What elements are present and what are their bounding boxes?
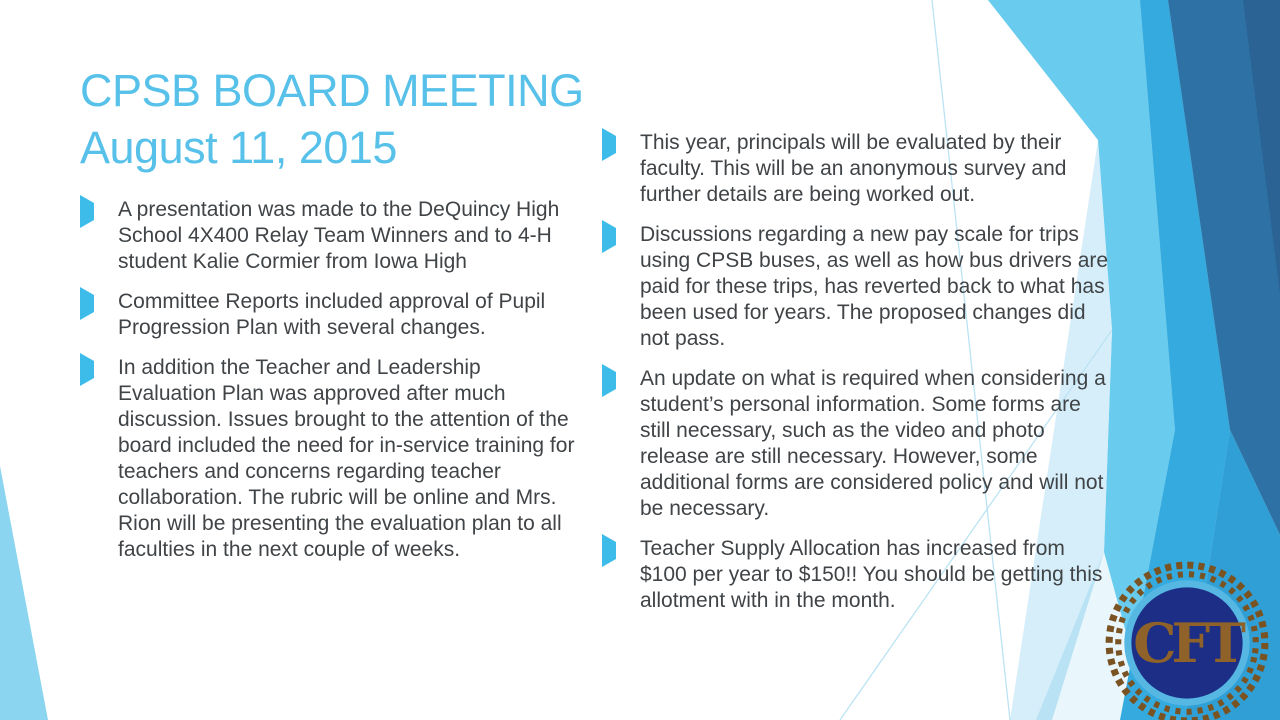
title-line-1: CPSB BOARD MEETING (80, 65, 584, 116)
bullet-item (602, 536, 1112, 614)
bullet-item (602, 130, 1112, 208)
bullet-triangle-icon (80, 289, 118, 313)
bullet-triangle-icon (80, 355, 118, 379)
bullet-column-right (602, 130, 1112, 614)
bullet-text: In addition the Teacher and Leadership Evaluation Plan was approved after much discussion. Issues brought to the attention of the board included the need for in-service training for teachers and concerns regarding teacher collaboration. The rubric will be online and Mrs. Rion will be presenting the evaluation plan to all faculties in the next couple of weeks. (118, 356, 575, 561)
logo-monogram: CFT (1133, 611, 1241, 676)
bullet-triangle-icon (602, 222, 640, 246)
cft-logo-graphic (1096, 552, 1278, 720)
bullet-text: Committee Reports included approval of Pupil Progression Plan with several changes. (118, 290, 546, 339)
bullet-triangle-icon (602, 366, 640, 390)
bullet-triangle-icon (602, 130, 640, 154)
bullet-item (602, 222, 1112, 352)
cft-logo (1096, 552, 1278, 720)
bullet-item (602, 366, 1112, 522)
bullet-item (80, 355, 582, 563)
bullet-triangle-icon (602, 536, 640, 560)
bullet-text: An update on what is required when considering a student’s personal information. Some forms are still necessary, such as the video and photo release are still necessary. However, some additional forms are considered policy and will not be necessary. (640, 367, 1106, 520)
bullet-text: Discussions regarding a new pay scale for trips using CPSB buses, as well as how bus drivers are paid for these trips, has reverted back to what has been used for years. The proposed changes did not pass. (640, 223, 1109, 350)
bullet-triangle-icon (80, 197, 118, 221)
slide-title (80, 62, 640, 176)
title-line-2: August 11, 2015 (80, 122, 397, 174)
bullet-text: This year, principals will be evaluated by their faculty. This will be an anonymous survey and further details are being worked out. (640, 131, 1067, 206)
bullet-item (80, 289, 582, 341)
bullet-text: Teacher Supply Allocation has increased from $100 per year to $150!! You should be getting this allotment with in the month. (640, 537, 1103, 612)
bullet-column-left (80, 197, 582, 563)
bullet-text: A presentation was made to the DeQuincy High School 4X400 Relay Team Winners and to 4-H student Kalie Cormier from Iowa High (118, 198, 560, 273)
bullet-item (80, 197, 582, 275)
